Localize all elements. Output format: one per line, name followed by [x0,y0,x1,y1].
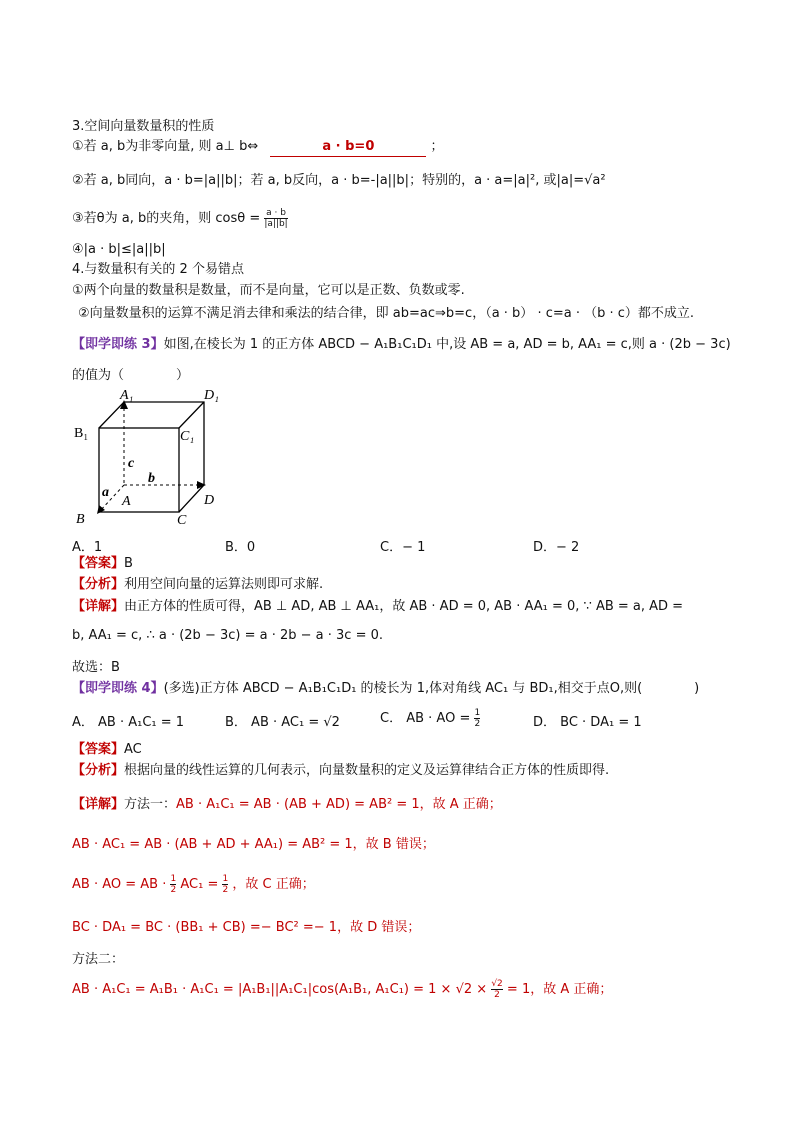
ex4-line-3-frac2-den: 2 [222,885,229,895]
cos-fraction-num: a · b [266,208,286,218]
property-1-answer: a · b=0 [270,138,426,157]
ex3-option-b: B．0 [225,540,256,555]
property-2: ②若 a, b同向，a · b=|a||b|；若 a, b反向，a · b=-|a||b|；特别的，a · a=|a|², 或|a|=√a² [72,173,606,188]
half-num: 1 [474,708,481,718]
ex3-analysis-text: 利用空间向量的运算法则即可求解. [124,577,324,592]
ex4-line-4: BC · DA₁ = BC · (BB₁ + CB) =− BC² =− 1，故 D 错误； [72,920,421,935]
ex4-method2-label: 方法二： [72,952,125,967]
ex4-line-5-frac-num: √2 [491,979,503,989]
cos-fraction [264,208,287,229]
arrow-a [97,505,105,514]
ex4-line-3-frac [170,874,176,895]
ex4-answer [72,741,142,759]
label-a: a [102,485,109,500]
section4-title: 4.与数量积有关的 2 个易错点 [72,262,244,277]
property-1-text: ①若 a, b为非零向量, 则 a⊥ b⇔ [72,139,259,154]
ex4-line-3-frac-den: 2 [170,885,177,895]
label-D1: D₁ [204,388,219,403]
half-den: 2 [474,719,481,729]
cube-figure [72,385,232,535]
ex3-answer-value: B [124,556,133,571]
ex4-line-3-frac-num: 1 [170,874,177,884]
exercise4-tag: 【即学即练 4】 [72,681,164,696]
ex4-detail-method1 [72,796,502,814]
ex4-line-5-suffix: = 1，故 A 正确； [506,982,613,997]
ex4-line-3 [72,874,315,895]
ex4-detail-tag: 【详解】 [72,797,125,812]
label-b: b [148,471,155,486]
section3-title: 3.空间向量数量积的性质 [72,119,215,134]
label-B: B [76,512,85,527]
exercise3-tag: 【即学即练 3】 [72,337,164,352]
ex4-line-3-mid: AC₁ = [180,877,219,892]
ex3-choose: 故选：B [72,660,120,675]
exercise4-stem-text: (多选)正方体 ABCD − A₁B₁C₁D₁ 的棱长为 1,体对角线 AC₁ 与 BD₁,相交于点O,则( ) [163,681,700,696]
label-C1: C₁ [180,429,195,444]
ex4-line-2: AB · AC₁ = AB · (AB + AD + AA₁) = AB² = 1，故 B 错误； [72,837,435,852]
ex3-detail-tag: 【详解】 [72,599,125,614]
label-A: A [122,494,131,509]
ex4-option-c-text: C． AB · AO = [380,711,471,726]
ex3-analysis-tag: 【分析】 [72,577,125,592]
ex4-line-3-frac2-num: 1 [222,874,229,884]
ex3-option-d: D．− 2 [533,540,580,555]
ex4-line-3-prefix: AB · AO = AB · [72,877,167,892]
ex3-answer-tag: 【答案】 [72,556,125,571]
label-c: c [128,456,135,471]
ex4-line-5 [72,979,612,1000]
ex4-option-d: D． BC · DA₁ = 1 [533,715,642,730]
ex4-method1-label: 方法一： [124,797,177,812]
half-fraction [474,708,480,729]
ex4-line-5-prefix: AB · A₁C₁ = A₁B₁ · A₁C₁ = |A₁B₁||A₁C₁|cos(A₁B₁, A₁C₁) = 1 × √2 × [72,982,488,997]
property-1-suffix: ； [430,139,444,154]
ex4-option-c [380,707,480,729]
exercise4-stem [72,680,699,698]
exercise3-stem-2: 的值为（ ） [72,368,190,383]
label-B1: B₁ [74,426,89,441]
ex4-line-5-frac [491,979,502,1000]
ex4-answer-value: AC [124,742,142,757]
label-C: C [177,513,187,528]
ex4-answer-tag: 【答案】 [72,742,125,757]
exercise3-stem [72,336,731,354]
property-3-text: ③若θ为 a, b的夹角，则 cosθ = [72,211,261,226]
exercise3-stem-text: 如图,在棱长为 1 的正方体 ABCD − A₁B₁C₁D₁ 中,设 AB = a, AD = b, AA₁ = c,则 a · (2b − 3c) [163,337,731,352]
label-A1: A₁ [120,388,134,403]
property-4: ④|a · b|≤|a||b| [72,242,166,257]
ex4-analysis-text: 根据向量的线性运算的几何表示，向量数量积的定义及运算律结合正方体的性质即得. [124,763,610,778]
property-1 [72,138,444,157]
ex3-detail-1 [72,598,683,616]
cos-fraction-den: |a||b| [264,219,288,229]
ex4-line-5-frac-den: 2 [494,990,500,1000]
ex3-detail-2: b, AA₁ = c, ∴ a · (2b − 3c) = a · 2b − a · 3c = 0. [72,628,383,643]
pitfall-1: ①两个向量的数量积是数量，而不是向量，它可以是正数、负数或零. [72,283,465,298]
ex4-analysis-tag: 【分析】 [72,763,125,778]
ex4-analysis [72,762,609,780]
ex3-detail-text-1: 由正方体的性质可得，AB ⊥ AD, AB ⊥ AA₁，故 AB · AD = 0, AB · AA₁ = 0, ∵ AB = a, AD = [124,599,684,614]
ex3-answer [72,555,133,573]
property-3 [72,208,288,229]
ex4-line-3-suffix: ，故 C 正确； [232,877,315,892]
ex4-line-1: AB · A₁C₁ = AB · (AB + AD) = AB² = 1，故 A 正确； [176,797,502,812]
ex3-option-c: C．− 1 [380,540,426,555]
pitfall-2: ②向量数量积的运算不满足消去律和乘法的结合律，即 ab=ac⇒b=c，（a · b） · c=a · （b · c）都不成立. [78,306,695,321]
label-D: D [204,493,215,508]
ex4-option-b: B． AB · AC₁ = √2 [225,715,340,730]
ex3-analysis [72,576,323,594]
ex4-line-3-frac2 [222,874,228,895]
ex4-option-a: A． AB · A₁C₁ = 1 [72,715,185,730]
ex3-option-a: A．1 [72,540,103,555]
